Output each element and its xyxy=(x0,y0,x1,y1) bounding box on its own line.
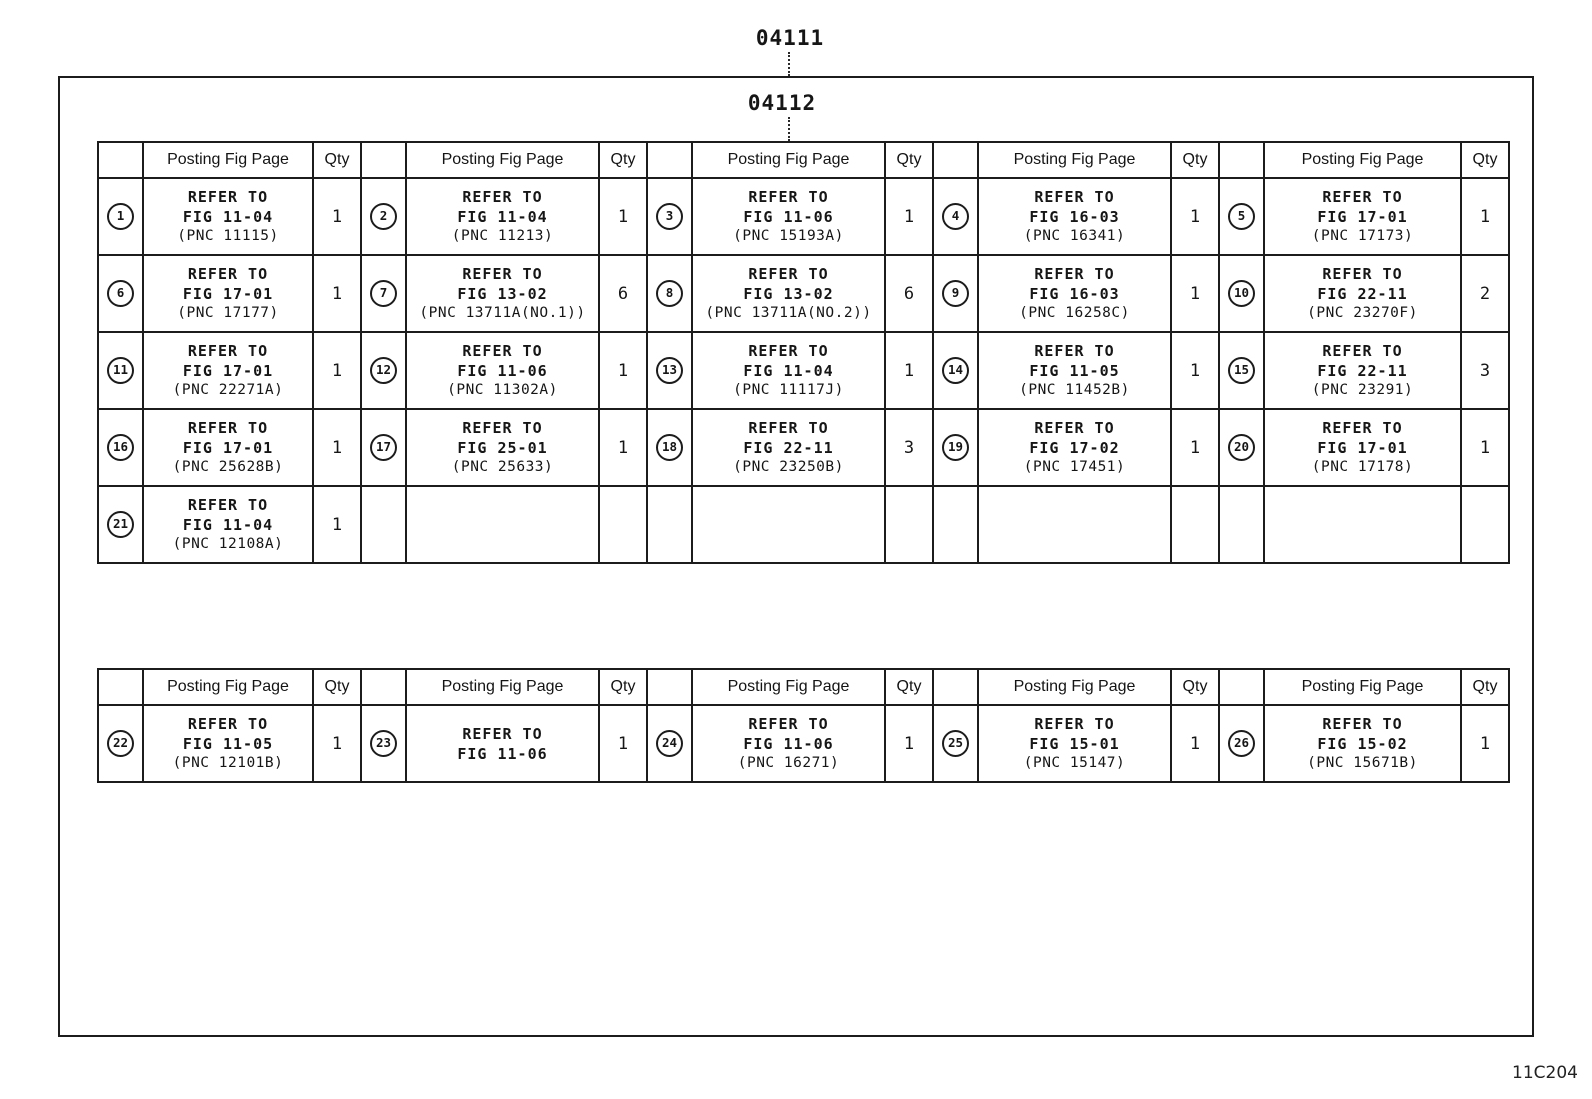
posting-fig-reference xyxy=(1264,332,1461,409)
ref-line3: (PNC 17173) xyxy=(1311,228,1414,244)
ref-line3: (PNC 16271) xyxy=(737,755,840,771)
item-number-badge: 13 xyxy=(656,357,683,384)
ref-line1: REFER TO xyxy=(462,724,543,743)
item-number-cell xyxy=(98,255,143,332)
item-number-badge: 11 xyxy=(107,357,134,384)
item-number-badge: 26 xyxy=(1228,730,1255,757)
posting-fig-reference xyxy=(406,255,599,332)
table-row xyxy=(98,486,1509,563)
item-number-cell xyxy=(647,255,692,332)
ref-line2: FIG 22-11 xyxy=(1317,285,1408,303)
posting-fig-reference xyxy=(1264,255,1461,332)
posting-fig-reference xyxy=(1264,486,1461,563)
qty-value: 1 xyxy=(885,178,933,255)
item-number-cell xyxy=(933,486,978,563)
qty-header: Qty xyxy=(599,669,647,705)
ref-line1: REFER TO xyxy=(1322,265,1403,283)
item-number-badge: 1 xyxy=(107,203,134,230)
item-number-cell xyxy=(1219,255,1264,332)
ref-line1: REFER TO xyxy=(462,188,543,206)
ref-line2: FIG 13-02 xyxy=(457,285,548,303)
qty-value: 1 xyxy=(1171,409,1219,486)
posting-fig-page-header: Posting Fig Page xyxy=(143,669,313,705)
qty-value: 1 xyxy=(313,332,361,409)
qty-value xyxy=(1461,486,1509,563)
qty-value: 1 xyxy=(1171,332,1219,409)
ref-line3: (PNC 13711A(NO.2)) xyxy=(705,305,872,321)
item-number-badge: 24 xyxy=(656,730,683,757)
item-number-cell xyxy=(98,409,143,486)
posting-fig-page-header: Posting Fig Page xyxy=(406,669,599,705)
qty-value: 3 xyxy=(1461,332,1509,409)
qty-header: Qty xyxy=(313,142,361,178)
qty-header: Qty xyxy=(1171,142,1219,178)
item-number-header xyxy=(1219,142,1264,178)
ref-line3: (PNC 16341) xyxy=(1023,228,1126,244)
item-number-badge: 18 xyxy=(656,434,683,461)
qty-value: 1 xyxy=(885,705,933,782)
part-number-04111-label: 04111 xyxy=(755,26,825,50)
table-row xyxy=(98,178,1509,255)
ref-line2: FIG 16-03 xyxy=(1029,285,1120,303)
item-number-badge: 21 xyxy=(107,511,134,538)
item-number-badge: 8 xyxy=(656,280,683,307)
ref-line2: FIG 11-06 xyxy=(743,735,834,753)
ref-line2: FIG 11-06 xyxy=(743,208,834,226)
qty-value: 1 xyxy=(599,332,647,409)
posting-fig-reference xyxy=(978,332,1171,409)
table-header-row xyxy=(98,142,1509,178)
posting-fig-reference xyxy=(406,178,599,255)
ref-line1: REFER TO xyxy=(187,188,269,206)
item-number-cell xyxy=(1219,178,1264,255)
ref-line2: FIG 25-01 xyxy=(457,439,548,457)
ref-line2: FIG 11-06 xyxy=(457,362,548,380)
item-number-cell xyxy=(647,705,692,782)
qty-header: Qty xyxy=(885,142,933,178)
item-number-cell xyxy=(361,409,406,486)
posting-fig-page-header: Posting Fig Page xyxy=(143,142,313,178)
posting-fig-reference xyxy=(406,409,599,486)
item-number-badge: 22 xyxy=(107,730,134,757)
item-number-header xyxy=(361,142,406,178)
ref-line2: FIG 22-11 xyxy=(743,439,834,457)
ref-line1: REFER TO xyxy=(462,419,543,437)
qty-value: 1 xyxy=(885,332,933,409)
posting-fig-reference xyxy=(143,705,313,782)
qty-value: 1 xyxy=(1171,705,1219,782)
item-number-cell xyxy=(933,332,978,409)
qty-header: Qty xyxy=(313,669,361,705)
ref-line1: REFER TO xyxy=(1322,715,1403,733)
item-number-badge: 12 xyxy=(370,357,397,384)
item-number-header xyxy=(933,142,978,178)
ref-line3: (PNC 11213) xyxy=(451,228,554,244)
posting-fig-reference xyxy=(692,409,885,486)
posting-fig-page-header: Posting Fig Page xyxy=(978,669,1171,705)
ref-line2: FIG 22-11 xyxy=(1317,362,1408,380)
posting-fig-reference xyxy=(692,178,885,255)
ref-line2: FIG 11-05 xyxy=(1029,362,1120,380)
qty-value: 1 xyxy=(313,178,361,255)
item-number-cell xyxy=(933,178,978,255)
qty-value xyxy=(1171,486,1219,563)
ref-line1: REFER TO xyxy=(1034,715,1115,733)
ref-line2: FIG 11-05 xyxy=(182,735,274,753)
ref-line2: FIG 11-04 xyxy=(182,208,274,226)
posting-fig-page-header: Posting Fig Page xyxy=(978,142,1171,178)
posting-fig-reference xyxy=(978,178,1171,255)
posting-fig-reference xyxy=(143,178,313,255)
table-header-row xyxy=(98,669,1509,705)
qty-header: Qty xyxy=(1461,142,1509,178)
ref-line2: FIG 17-01 xyxy=(182,439,274,457)
table-row xyxy=(98,705,1509,782)
ref-line1: REFER TO xyxy=(462,342,543,360)
ref-line1: REFER TO xyxy=(1034,419,1115,437)
ref-line3: (PNC 12108A) xyxy=(172,536,284,552)
posting-fig-reference xyxy=(406,705,599,782)
item-number-badge: 9 xyxy=(942,280,969,307)
leader-line-04111 xyxy=(788,52,790,76)
ref-line3: (PNC 11452B) xyxy=(1019,382,1130,398)
ref-line1: REFER TO xyxy=(187,419,269,437)
ref-line2: FIG 15-02 xyxy=(1317,735,1408,753)
ref-line1: REFER TO xyxy=(748,715,829,733)
ref-line2: FIG 17-01 xyxy=(182,362,274,380)
qty-value: 6 xyxy=(599,255,647,332)
posting-fig-reference xyxy=(143,255,313,332)
ref-line1: REFER TO xyxy=(1322,342,1403,360)
ref-line3: (PNC 25633) xyxy=(451,459,554,475)
posting-fig-reference xyxy=(692,486,885,563)
item-number-cell xyxy=(1219,332,1264,409)
posting-fig-page-header: Posting Fig Page xyxy=(1264,669,1461,705)
item-number-badge: 4 xyxy=(942,203,969,230)
item-number-header xyxy=(647,669,692,705)
item-number-cell xyxy=(98,486,143,563)
qty-header: Qty xyxy=(1461,669,1509,705)
ref-line3: (PNC 23291) xyxy=(1311,382,1414,398)
ref-line2: FIG 17-01 xyxy=(182,285,274,303)
qty-value: 1 xyxy=(599,178,647,255)
ref-line3: (PNC 15147) xyxy=(1023,755,1126,771)
item-number-header xyxy=(98,669,143,705)
item-number-cell xyxy=(1219,409,1264,486)
ref-line3: (PNC 11115) xyxy=(177,228,279,244)
item-number-badge: 14 xyxy=(942,357,969,384)
ref-line3: (PNC 13711A(NO.1)) xyxy=(419,305,586,321)
ref-line1: REFER TO xyxy=(1322,188,1403,206)
ref-line2: FIG 15-01 xyxy=(1029,735,1120,753)
qty-value: 1 xyxy=(1171,178,1219,255)
item-number-badge: 19 xyxy=(942,434,969,461)
ref-line3: (PNC 17178) xyxy=(1311,459,1414,475)
ref-line3: (PNC 17177) xyxy=(177,305,279,321)
ref-line3: (PNC 23270F) xyxy=(1307,305,1418,321)
item-number-cell xyxy=(98,332,143,409)
qty-value: 1 xyxy=(313,705,361,782)
posting-fig-reference xyxy=(978,255,1171,332)
posting-fig-reference xyxy=(143,409,313,486)
qty-value: 1 xyxy=(313,255,361,332)
item-number-badge: 15 xyxy=(1228,357,1255,384)
ref-line2: FIG 11-04 xyxy=(457,208,548,226)
qty-value: 1 xyxy=(1461,409,1509,486)
item-number-cell xyxy=(933,409,978,486)
ref-line2: FIG 16-03 xyxy=(1029,208,1120,226)
qty-header: Qty xyxy=(599,142,647,178)
ref-line3: (PNC 12101B) xyxy=(172,755,284,771)
posting-fig-reference xyxy=(1264,705,1461,782)
ref-line3: (PNC 15671B) xyxy=(1307,755,1418,771)
ref-line3: (PNC 16258C) xyxy=(1019,305,1130,321)
ref-line1: REFER TO xyxy=(1034,188,1115,206)
ref-line1: REFER TO xyxy=(1322,419,1403,437)
ref-line1: REFER TO xyxy=(462,265,543,283)
ref-line2: FIG 13-02 xyxy=(743,285,834,303)
ref-line3: (PNC 22271A) xyxy=(172,382,284,398)
ref-line3: (PNC 15193A) xyxy=(733,228,844,244)
item-number-badge: 5 xyxy=(1228,203,1255,230)
posting-fig-reference xyxy=(978,486,1171,563)
item-number-badge: 16 xyxy=(107,434,134,461)
ref-line2: FIG 11-04 xyxy=(182,516,274,534)
ref-line2: FIG 17-01 xyxy=(1317,439,1408,457)
item-number-cell xyxy=(361,486,406,563)
ref-line1: REFER TO xyxy=(187,265,269,283)
qty-value: 1 xyxy=(599,409,647,486)
item-number-header xyxy=(1219,669,1264,705)
table-row xyxy=(98,409,1509,486)
item-number-cell xyxy=(361,705,406,782)
item-number-badge: 7 xyxy=(370,280,397,307)
posting-fig-page-header: Posting Fig Page xyxy=(692,669,885,705)
item-number-badge: 6 xyxy=(107,280,134,307)
ref-line3: (PNC 11302A) xyxy=(447,382,558,398)
item-number-cell xyxy=(647,332,692,409)
posting-fig-reference xyxy=(143,486,313,563)
item-number-badge: 2 xyxy=(370,203,397,230)
qty-value: 6 xyxy=(885,255,933,332)
qty-header: Qty xyxy=(885,669,933,705)
posting-fig-reference xyxy=(1264,178,1461,255)
qty-value: 2 xyxy=(1461,255,1509,332)
ref-line3: (PNC 11117J) xyxy=(733,382,844,398)
item-number-header xyxy=(933,669,978,705)
posting-fig-reference xyxy=(692,705,885,782)
ref-line1: REFER TO xyxy=(748,265,829,283)
item-number-badge: 25 xyxy=(942,730,969,757)
leader-line-04112 xyxy=(788,117,790,141)
item-number-header xyxy=(361,669,406,705)
ref-line1: REFER TO xyxy=(187,496,269,514)
posting-fig-reference xyxy=(692,332,885,409)
qty-value xyxy=(885,486,933,563)
part-number-04112-label: 04112 xyxy=(747,91,817,115)
posting-fig-reference xyxy=(978,705,1171,782)
reference-table-lower xyxy=(97,668,1510,783)
qty-header: Qty xyxy=(1171,669,1219,705)
item-number-cell xyxy=(98,705,143,782)
item-number-cell xyxy=(933,255,978,332)
qty-value: 1 xyxy=(313,486,361,563)
item-number-badge: 17 xyxy=(370,434,397,461)
ref-line3: (PNC 25628B) xyxy=(172,459,284,475)
posting-fig-page-header: Posting Fig Page xyxy=(692,142,885,178)
item-number-header xyxy=(647,142,692,178)
item-number-cell xyxy=(1219,486,1264,563)
item-number-cell xyxy=(647,486,692,563)
ref-line2: FIG 17-02 xyxy=(1029,439,1120,457)
item-number-cell xyxy=(361,255,406,332)
page-code: 11C204 xyxy=(1512,1063,1578,1083)
item-number-cell xyxy=(1219,705,1264,782)
ref-line1: REFER TO xyxy=(748,342,829,360)
table-row xyxy=(98,255,1509,332)
ref-line2: FIG 11-06 xyxy=(457,744,548,763)
ref-line1: REFER TO xyxy=(187,342,269,360)
ref-line3: (PNC 17451) xyxy=(1023,459,1126,475)
ref-line1: REFER TO xyxy=(748,188,829,206)
item-number-cell xyxy=(647,409,692,486)
item-number-badge: 23 xyxy=(370,730,397,757)
ref-line1: REFER TO xyxy=(1034,265,1115,283)
item-number-badge: 10 xyxy=(1228,280,1255,307)
item-number-cell xyxy=(361,178,406,255)
posting-fig-page-header: Posting Fig Page xyxy=(1264,142,1461,178)
qty-value xyxy=(599,486,647,563)
posting-fig-page-header: Posting Fig Page xyxy=(406,142,599,178)
posting-fig-reference xyxy=(143,332,313,409)
ref-line1: REFER TO xyxy=(187,715,269,733)
item-number-cell xyxy=(98,178,143,255)
item-number-badge: 20 xyxy=(1228,434,1255,461)
ref-line2: FIG 17-01 xyxy=(1317,208,1408,226)
qty-value: 1 xyxy=(1171,255,1219,332)
item-number-header xyxy=(98,142,143,178)
posting-fig-reference xyxy=(978,409,1171,486)
posting-fig-reference xyxy=(692,255,885,332)
item-number-cell xyxy=(647,178,692,255)
ref-line1: REFER TO xyxy=(748,419,829,437)
posting-fig-reference xyxy=(406,486,599,563)
qty-value: 3 xyxy=(885,409,933,486)
item-number-cell xyxy=(933,705,978,782)
posting-fig-reference xyxy=(406,332,599,409)
qty-value: 1 xyxy=(599,705,647,782)
ref-line1: REFER TO xyxy=(1034,342,1115,360)
qty-value: 1 xyxy=(1461,178,1509,255)
ref-line3: (PNC 23250B) xyxy=(733,459,844,475)
posting-fig-reference xyxy=(1264,409,1461,486)
reference-table-upper xyxy=(97,141,1510,564)
qty-value: 1 xyxy=(1461,705,1509,782)
table-row xyxy=(98,332,1509,409)
ref-line2: FIG 11-04 xyxy=(743,362,834,380)
item-number-badge: 3 xyxy=(656,203,683,230)
qty-value: 1 xyxy=(313,409,361,486)
item-number-cell xyxy=(361,332,406,409)
